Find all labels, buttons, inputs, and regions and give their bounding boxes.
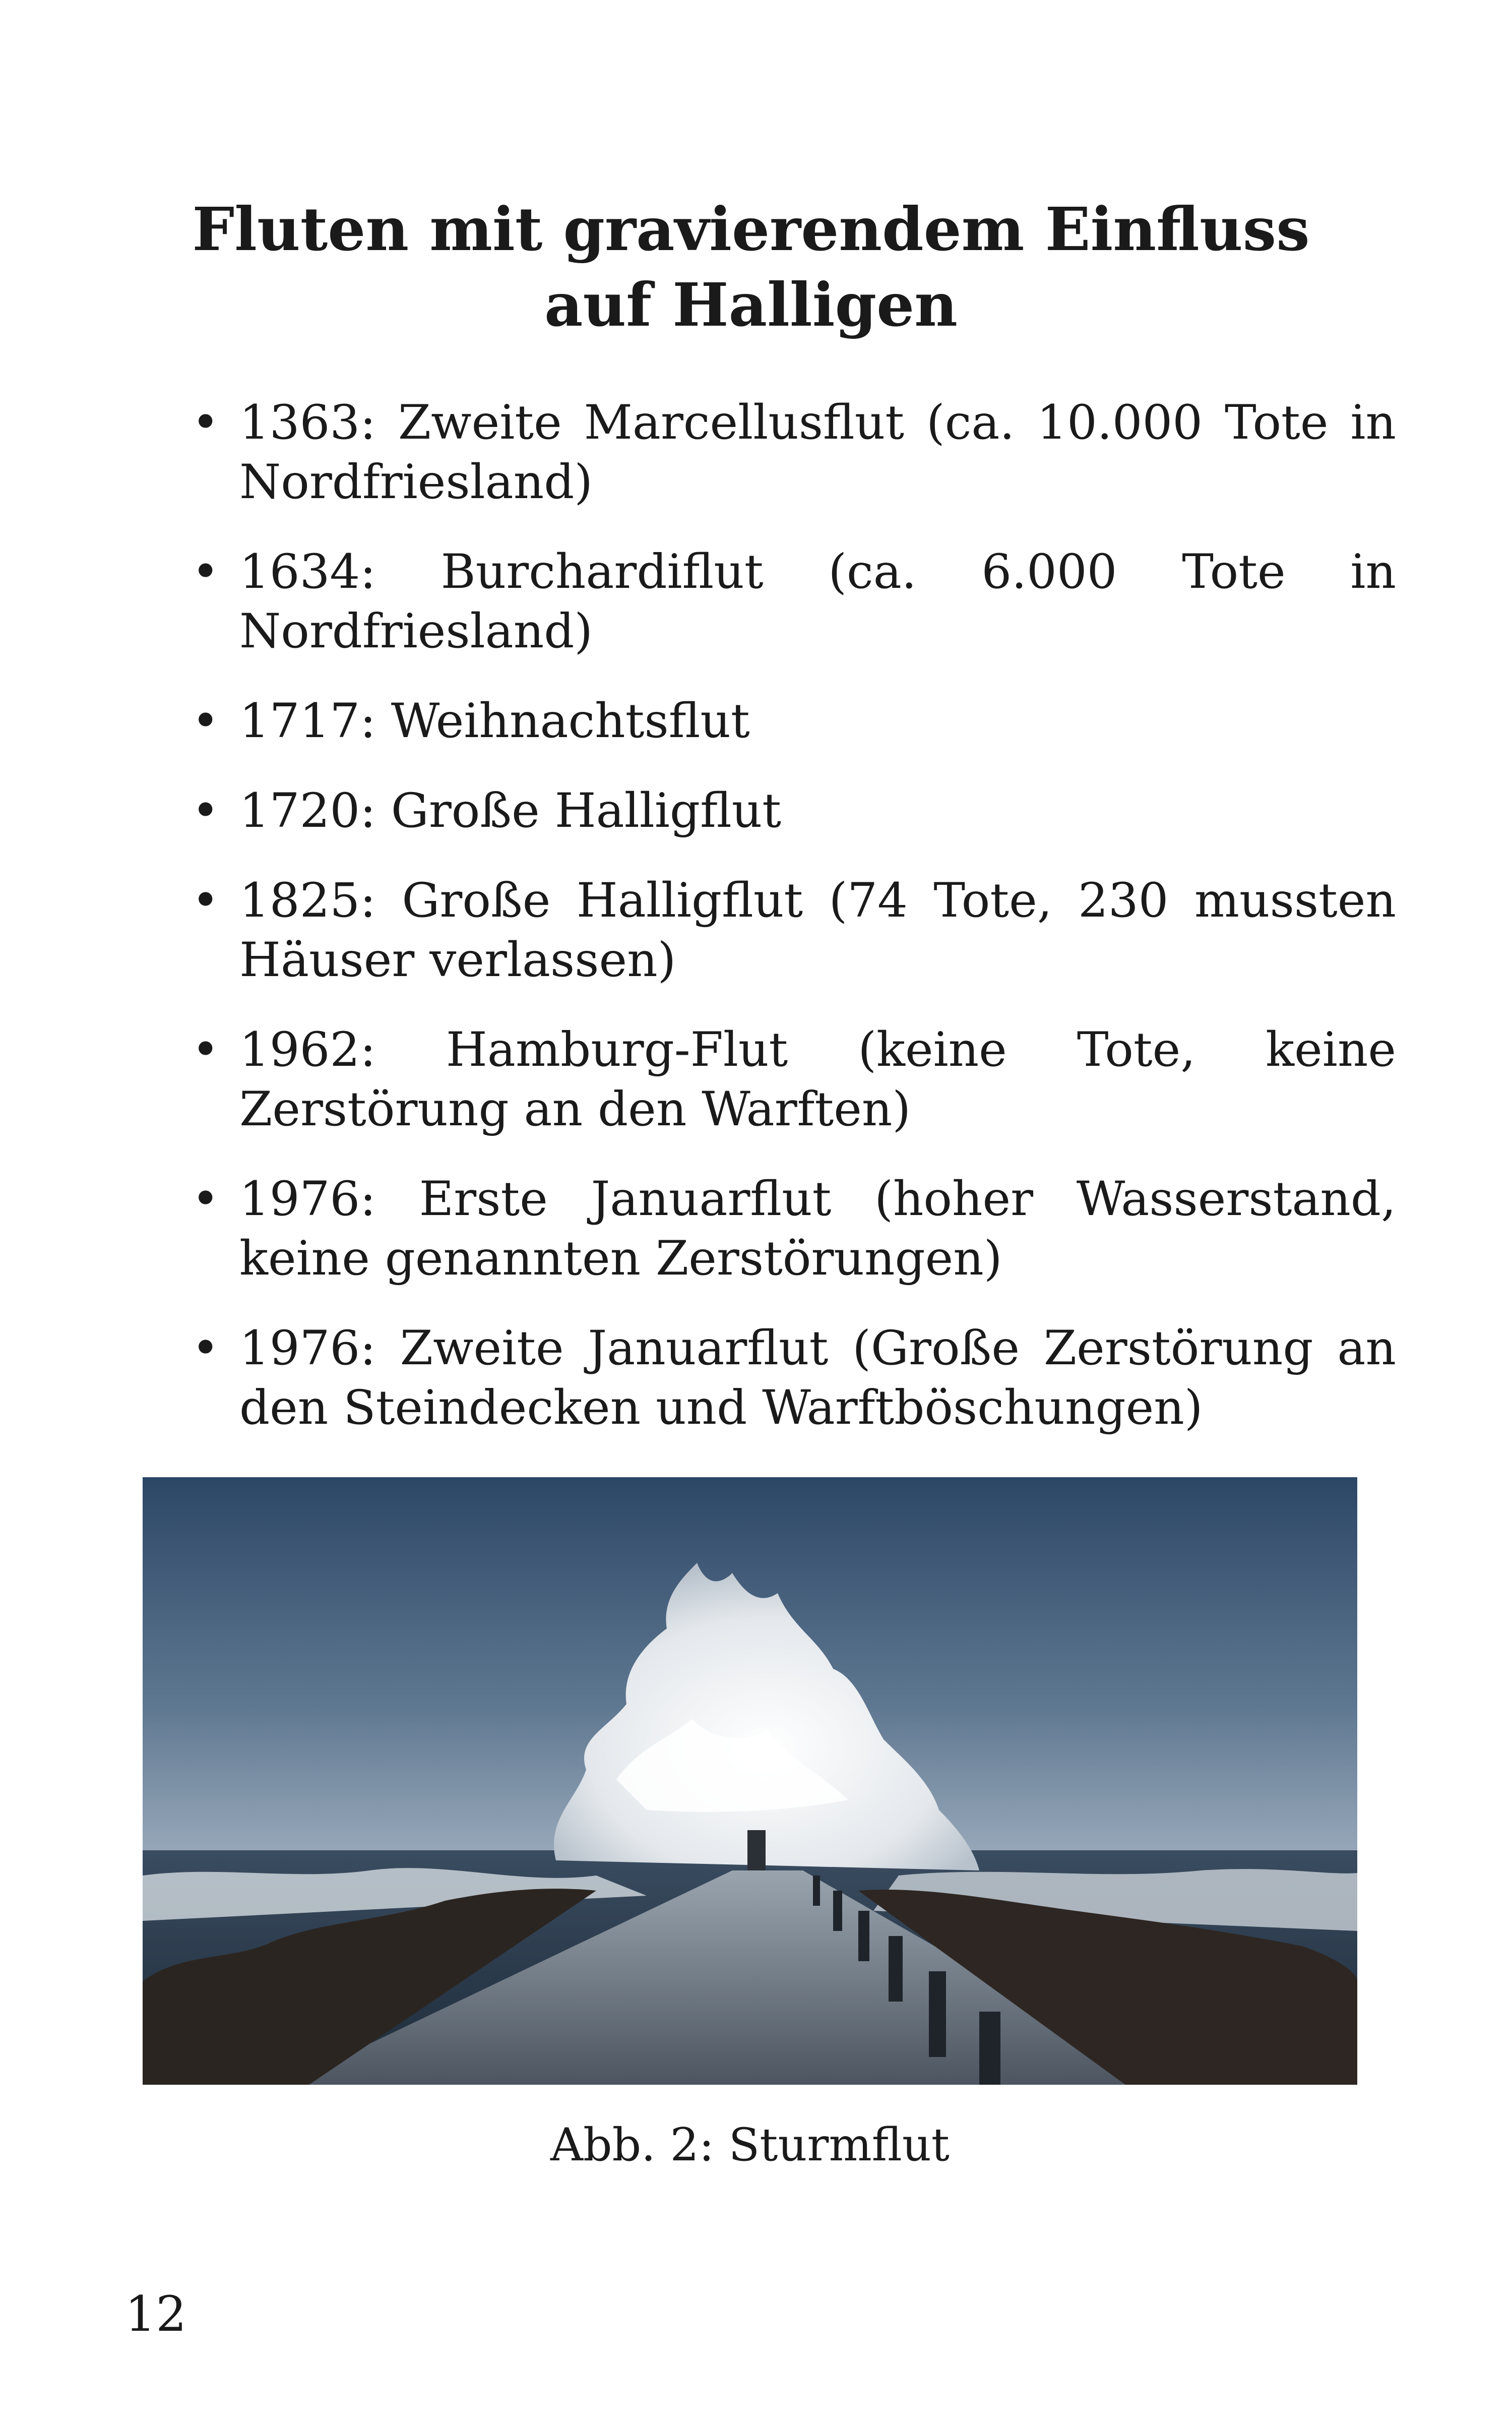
storm-surge-photo [143, 1477, 1357, 2085]
list-item: • 1717: Weihnachtsflut [186, 692, 1396, 751]
flood-list [186, 393, 1396, 1468]
figure-caption: Abb. 2: Sturmflut [550, 2119, 950, 2171]
list-item: • 1825: Große Halligflut (74 Tote, 230 mussten Häuser verlassen) [186, 871, 1396, 990]
list-item: • 1363: Zweite Marcellusflut (ca. 10.000 Tote in Nordfriesland) [186, 393, 1396, 512]
page-title: Fluten mit gravierendem Einfluss auf Halligen [192, 194, 1310, 340]
lighthouse [747, 1830, 766, 1876]
list-item: • 1976: Erste Januarflut (hoher Wasserstand, keine genannten Zerstörungen) [186, 1170, 1396, 1289]
page-number: 12 [125, 2286, 187, 2342]
list-item: • 1976: Zweite Januarflut (Große Zerstörung an den Steindecken und Warftböschungen) [186, 1319, 1396, 1438]
list-item: • 1720: Große Halligflut [186, 781, 1396, 841]
list-item: • 1962: Hamburg-Flut (keine Tote, keine Zerstörung an den Warften) [186, 1020, 1396, 1139]
list-item: • 1634: Burchardiflut (ca. 6.000 Tote in Nordfriesland) [186, 542, 1396, 661]
